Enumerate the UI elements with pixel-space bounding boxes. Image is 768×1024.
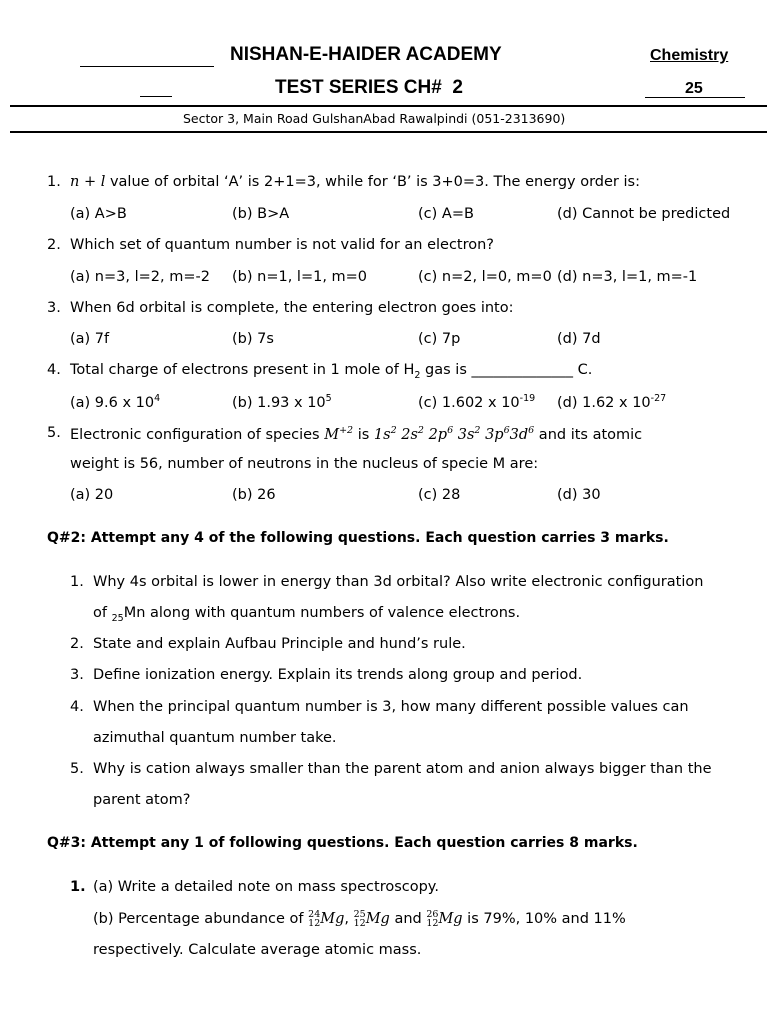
- mcq-1-option-b: (b) B>A: [232, 206, 290, 222]
- mcq-4-option-a: (a) 9.6 x $10^4$: [70, 393, 161, 411]
- isotope-mg-26: 26 12Mg: [426, 909, 463, 929]
- header-blank-left-2: [140, 86, 172, 97]
- mcq-3-option-a: (a) 7f: [70, 331, 110, 347]
- academy-name: NISHAN-E-HAIDER ACADEMY: [230, 44, 502, 65]
- q2-item-5-line-1: Why is cation always smaller than the parent atom and anion always bigger than the: [93, 761, 712, 777]
- mcq-2-question: Which set of quantum number is not valid for an electron?: [70, 237, 495, 253]
- q2-heading: Q#2: Attempt any 4 of the following questions. Each question carries 3 marks.: [47, 530, 669, 546]
- n-plus-l-expression: n + l: [70, 174, 106, 190]
- subject-label: Chemistry: [650, 47, 729, 64]
- mcq-3-question: When 6d orbital is complete, the entering electron goes into:: [70, 300, 514, 316]
- header-blank-left: [80, 54, 214, 67]
- q2-item-2-line-1: State and explain Aufbau Principle and hund’s rule.: [93, 636, 466, 652]
- mcq-5-option-d: (d) 30: [557, 487, 601, 503]
- q2-item-1-number: 1.: [70, 574, 84, 590]
- mcq-3-option-d: (d) 7d: [557, 331, 601, 347]
- q3-part-a: (a) Write a detailed note on mass spectroscopy.: [93, 879, 439, 895]
- header-rule-top: [10, 105, 767, 107]
- header-rule-bottom: [10, 131, 767, 133]
- isotope-mg-24: 24 12Mg: [308, 909, 345, 929]
- mcq-1-option-a: (a) A>B: [70, 206, 127, 222]
- mcq-2-option-a: (a) n=3, l=2, m=-2: [70, 269, 210, 285]
- total-marks: 25: [685, 80, 703, 97]
- q2-item-3-number: 3.: [70, 667, 84, 683]
- mcq-3-option-c: (c) 7p: [418, 331, 461, 347]
- q2-item-2-number: 2.: [70, 636, 84, 652]
- mcq-4-question: Total charge of electrons present in 1 mole of $H_2$ gas is ______________ C.: [70, 362, 593, 381]
- mcq-1-question: n + l value of orbital ‘A’ is 2+1=3, while for ‘B’ is 3+0=3. The energy order is:: [70, 174, 640, 190]
- mcq-2-option-c: (c) n=2, l=0, m=0: [418, 269, 552, 285]
- mcq-5-question-line-2: weight is 56, number of neutrons in the nucleus of specie M are:: [70, 456, 539, 472]
- mcq-3-option-b: (b) 7s: [232, 331, 274, 347]
- q2-item-1-line-2: of $_{25}$Mn along with quantum numbers of valence electrons.: [93, 605, 521, 624]
- q2-item-4-line-2: azimuthal quantum number take.: [93, 730, 337, 746]
- mcq-4-number: 4.: [47, 362, 61, 378]
- mcq-5-option-b: (b) 26: [232, 487, 276, 503]
- isotope-mg-25: 25 12Mg: [353, 909, 390, 929]
- test-series-title: TEST SERIES CH# 2: [275, 77, 463, 98]
- mcq-5-option-a: (a) 20: [70, 487, 114, 503]
- mcq-4-option-d: (d) 1.62 x $10^{-27}$: [557, 393, 667, 411]
- electronic-configuration: $1s^2$ $2s^2$ $2p^6$ $3s^2$ $3p^63d^6$: [373, 425, 535, 443]
- address-line: Sector 3, Main Road GulshanAbad Rawalpindi (051-2313690): [183, 111, 566, 126]
- mcq-2-option-b: (b) n=1, l=1, m=0: [232, 269, 368, 285]
- mcq-1-number: 1.: [47, 174, 61, 190]
- q3-item-1-number: 1.: [70, 879, 86, 895]
- marks-field: [645, 80, 745, 98]
- mcq-4-option-b: (b) 1.93 x $10^5$: [232, 393, 332, 411]
- q2-item-4-line-1: When the principal quantum number is 3, how many different possible values can: [93, 699, 689, 715]
- q3-part-b-line-2: respectively. Calculate average atomic mass.: [93, 942, 422, 958]
- mcq-4-option-c: (c) 1.602 x $10^{-19}$: [418, 393, 536, 411]
- mcq-5-number: 5.: [47, 425, 61, 441]
- mcq-2-option-d: (d) n=3, l=1, m=-1: [557, 269, 698, 285]
- q2-item-5-line-2: parent atom?: [93, 792, 191, 808]
- mcq-5-question-line-1: Electronic configuration of species $M^{+2}$ is $1s^2$ $2s^2$ $2p^6$ $3s^2$ $3p^63d^6$ and its atomic: [70, 425, 643, 443]
- mcq-3-number: 3.: [47, 300, 61, 316]
- q3-part-b-line-1: (b) Percentage abundance of 24 12Mg, 25 12Mg and 26 12Mg is 79%, 10% and 11%: [93, 909, 626, 929]
- q2-item-4-number: 4.: [70, 699, 84, 715]
- mcq-5-option-c: (c) 28: [418, 487, 461, 503]
- q2-item-1-line-1: Why 4s orbital is lower in energy than 3d orbital? Also write electronic configuration: [93, 574, 704, 590]
- mcq-2-number: 2.: [47, 237, 61, 253]
- q2-item-5-number: 5.: [70, 761, 84, 777]
- mcq-1-option-d: (d) Cannot be predicted: [557, 206, 731, 222]
- q2-item-3-line-1: Define ionization energy. Explain its trends along group and period.: [93, 667, 583, 683]
- q3-heading: Q#3: Attempt any 1 of following questions. Each question carries 8 marks.: [47, 835, 638, 851]
- mcq-1-option-c: (c) A=B: [418, 206, 474, 222]
- species-symbol: $M^{+2}$: [324, 425, 354, 443]
